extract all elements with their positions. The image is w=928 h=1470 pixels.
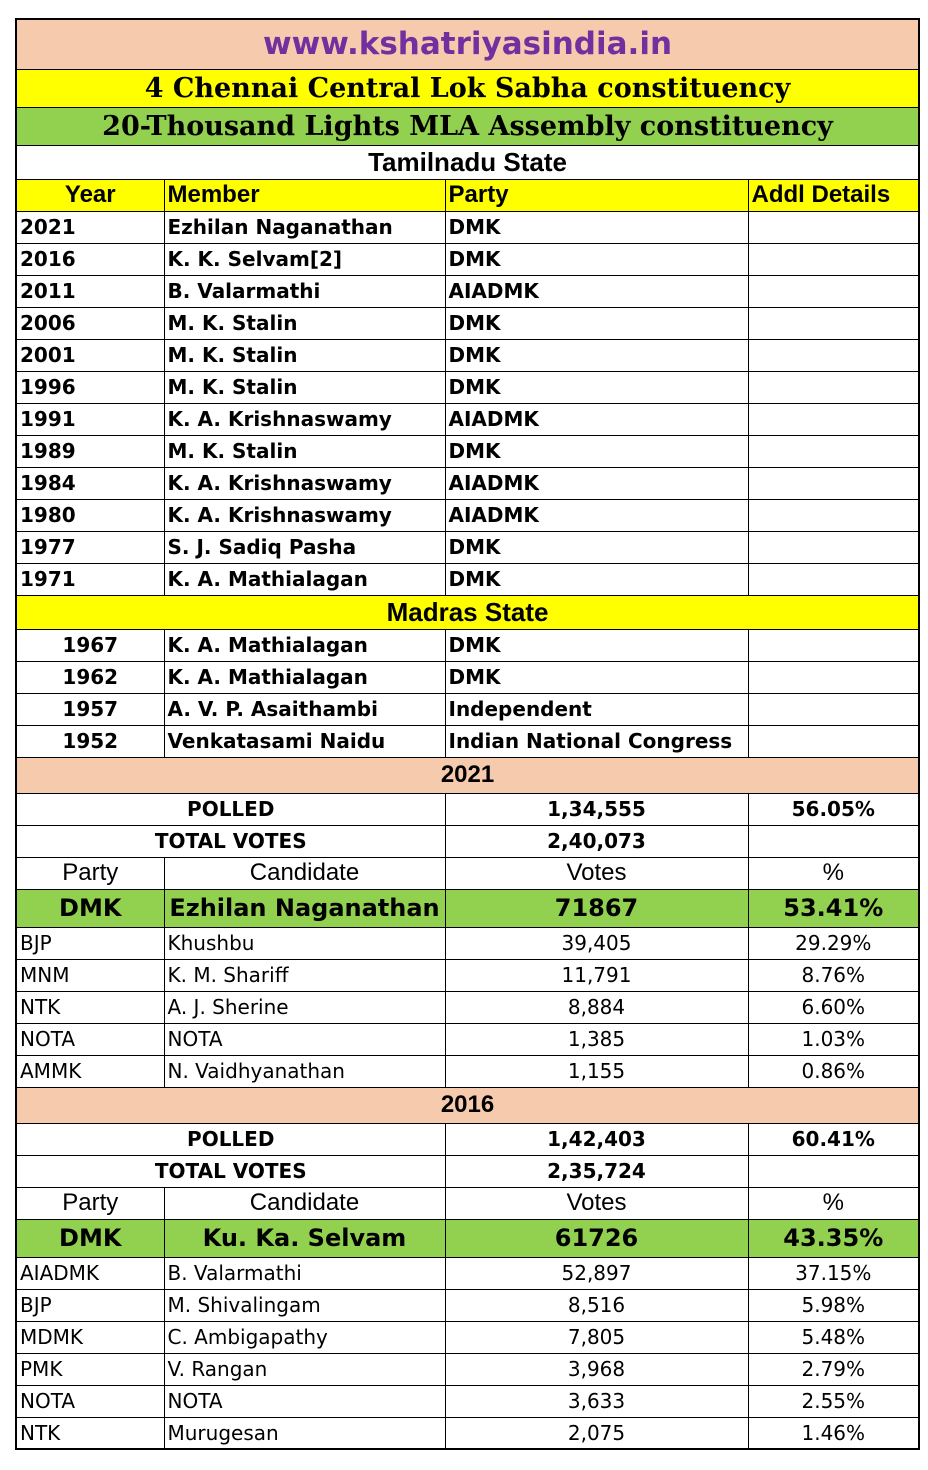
candidate-row (16, 1321, 919, 1353)
candidate-percent: 1.03% (748, 1023, 919, 1055)
member-year: 2021 (16, 211, 164, 243)
results-header-votes: Votes (445, 1187, 748, 1219)
member-party: DMK (445, 371, 748, 403)
site-url[interactable]: www.kshatriyasindia.in (16, 19, 919, 69)
member-addl-details (748, 403, 919, 435)
candidate-row (16, 1385, 919, 1417)
tamilnadu-state-label: Tamilnadu State (16, 145, 919, 179)
results-header-candidate: Candidate (164, 1187, 445, 1219)
polled-label: POLLED (16, 1123, 445, 1155)
candidate-row (16, 1417, 919, 1449)
member-addl-details (748, 725, 919, 757)
candidate-votes: 11,791 (445, 959, 748, 991)
total-votes-empty (748, 1155, 919, 1187)
member-name: K. K. Selvam[2] (164, 243, 445, 275)
candidate-votes: 52,897 (445, 1257, 748, 1289)
candidate-row (16, 1289, 919, 1321)
candidate-percent: 2.79% (748, 1353, 919, 1385)
member-addl-details (748, 467, 919, 499)
candidate-party: MDMK (16, 1321, 164, 1353)
member-name: Ezhilan Naganathan (164, 211, 445, 243)
winner-candidate: Ezhilan Naganathan (164, 889, 445, 927)
candidate-votes: 3,633 (445, 1385, 748, 1417)
candidate-party: BJP (16, 927, 164, 959)
member-addl-details (748, 499, 919, 531)
site-url-row (16, 19, 919, 69)
election-year-row (16, 757, 919, 793)
candidate-name: NOTA (164, 1023, 445, 1055)
member-name: A. V. P. Asaithambi (164, 693, 445, 725)
member-party: AIADMK (445, 467, 748, 499)
winner-candidate: Ku. Ka. Selvam (164, 1219, 445, 1257)
candidate-percent: 6.60% (748, 991, 919, 1023)
member-party: Indian National Congress (445, 725, 748, 757)
election-year-row (16, 1087, 919, 1123)
header-addl-details: Addl Details (748, 179, 919, 211)
member-year: 2001 (16, 339, 164, 371)
member-addl-details (748, 531, 919, 563)
total-votes-value: 2,35,724 (445, 1155, 748, 1187)
member-row (16, 629, 919, 661)
header-year: Year (16, 179, 164, 211)
member-name: K. A. Mathialagan (164, 629, 445, 661)
member-party: Independent (445, 693, 748, 725)
candidate-percent: 0.86% (748, 1055, 919, 1087)
results-header-candidate: Candidate (164, 857, 445, 889)
results-header-party: Party (16, 1187, 164, 1219)
member-name: Venkatasami Naidu (164, 725, 445, 757)
polled-percent: 60.41% (748, 1123, 919, 1155)
constituency-table (15, 18, 920, 1450)
candidate-party: AIADMK (16, 1257, 164, 1289)
candidate-party: BJP (16, 1289, 164, 1321)
member-year: 1971 (16, 563, 164, 595)
winner-party: DMK (16, 889, 164, 927)
candidate-name: Khushbu (164, 927, 445, 959)
member-row (16, 435, 919, 467)
polled-percent: 56.05% (748, 793, 919, 825)
candidate-row (16, 959, 919, 991)
election-year: 2021 (16, 757, 919, 793)
member-name: K. A. Mathialagan (164, 661, 445, 693)
member-addl-details (748, 371, 919, 403)
candidate-percent: 29.29% (748, 927, 919, 959)
total-votes-value: 2,40,073 (445, 825, 748, 857)
member-row (16, 467, 919, 499)
candidate-votes: 39,405 (445, 927, 748, 959)
candidate-percent: 5.98% (748, 1289, 919, 1321)
results-header-votes: Votes (445, 857, 748, 889)
member-addl-details (748, 243, 919, 275)
results-header-percent: % (748, 1187, 919, 1219)
member-row (16, 211, 919, 243)
member-party: AIADMK (445, 499, 748, 531)
results-header-row (16, 1187, 919, 1219)
winner-votes: 71867 (445, 889, 748, 927)
candidate-row (16, 1353, 919, 1385)
election-2021-results (16, 757, 919, 1087)
polled-row (16, 1123, 919, 1155)
candidate-party: NTK (16, 1417, 164, 1449)
member-name: K. A. Mathialagan (164, 563, 445, 595)
madras-state-label: Madras State (16, 595, 919, 629)
member-party: AIADMK (445, 403, 748, 435)
member-year: 1967 (16, 629, 164, 661)
member-row (16, 499, 919, 531)
member-year: 1996 (16, 371, 164, 403)
candidate-votes: 2,075 (445, 1417, 748, 1449)
member-year: 1952 (16, 725, 164, 757)
member-row (16, 661, 919, 693)
candidate-party: MNM (16, 959, 164, 991)
candidate-percent: 8.76% (748, 959, 919, 991)
results-header-party: Party (16, 857, 164, 889)
member-party: DMK (445, 661, 748, 693)
candidate-party: NOTA (16, 1023, 164, 1055)
candidate-name: Murugesan (164, 1417, 445, 1449)
member-row (16, 339, 919, 371)
member-name: M. K. Stalin (164, 371, 445, 403)
member-addl-details (748, 563, 919, 595)
candidate-name: M. Shivalingam (164, 1289, 445, 1321)
polled-votes: 1,42,403 (445, 1123, 748, 1155)
member-year: 1977 (16, 531, 164, 563)
candidate-percent: 5.48% (748, 1321, 919, 1353)
madras-members (16, 629, 919, 757)
polled-label: POLLED (16, 793, 445, 825)
lok-sabha-title-row (16, 69, 919, 107)
total-votes-empty (748, 825, 919, 857)
candidate-votes: 3,968 (445, 1353, 748, 1385)
candidate-row (16, 927, 919, 959)
winner-percent: 53.41% (748, 889, 919, 927)
candidate-name: V. Rangan (164, 1353, 445, 1385)
polled-row (16, 793, 919, 825)
candidate-row (16, 1055, 919, 1087)
member-addl-details (748, 661, 919, 693)
member-name: M. K. Stalin (164, 435, 445, 467)
candidate-name: N. Vaidhyanathan (164, 1055, 445, 1087)
candidate-name: NOTA (164, 1385, 445, 1417)
candidate-votes: 8,884 (445, 991, 748, 1023)
member-row (16, 371, 919, 403)
tamilnadu-members (16, 211, 919, 595)
member-row (16, 725, 919, 757)
member-year: 1957 (16, 693, 164, 725)
results-header-row (16, 857, 919, 889)
candidate-row (16, 1023, 919, 1055)
candidate-votes: 1,385 (445, 1023, 748, 1055)
member-year: 2006 (16, 307, 164, 339)
candidate-votes: 8,516 (445, 1289, 748, 1321)
candidate-name: C. Ambigapathy (164, 1321, 445, 1353)
member-year: 1984 (16, 467, 164, 499)
lok-sabha-title: 4 Chennai Central Lok Sabha constituency (16, 69, 919, 107)
winner-party: DMK (16, 1219, 164, 1257)
candidate-name: A. J. Sherine (164, 991, 445, 1023)
member-name: S. J. Sadiq Pasha (164, 531, 445, 563)
member-party: DMK (445, 435, 748, 467)
member-name: M. K. Stalin (164, 307, 445, 339)
header-party: Party (445, 179, 748, 211)
member-addl-details (748, 629, 919, 661)
candidate-name: B. Valarmathi (164, 1257, 445, 1289)
results-header-percent: % (748, 857, 919, 889)
header-member: Member (164, 179, 445, 211)
member-party: DMK (445, 563, 748, 595)
member-name: K. A. Krishnaswamy (164, 403, 445, 435)
member-name: K. A. Krishnaswamy (164, 467, 445, 499)
member-year: 2011 (16, 275, 164, 307)
member-party: DMK (445, 307, 748, 339)
winner-row (16, 1219, 919, 1257)
member-party: DMK (445, 339, 748, 371)
madras-state-row (16, 595, 919, 629)
election-year: 2016 (16, 1087, 919, 1123)
member-addl-details (748, 693, 919, 725)
member-addl-details (748, 339, 919, 371)
candidate-party: NOTA (16, 1385, 164, 1417)
member-row (16, 307, 919, 339)
member-party: AIADMK (445, 275, 748, 307)
member-year: 2016 (16, 243, 164, 275)
election-2016-results (16, 1087, 919, 1449)
member-name: K. A. Krishnaswamy (164, 499, 445, 531)
winner-row (16, 889, 919, 927)
member-addl-details (748, 211, 919, 243)
total-votes-label: TOTAL VOTES (16, 825, 445, 857)
member-year: 1989 (16, 435, 164, 467)
assembly-title-row (16, 107, 919, 145)
candidate-party: PMK (16, 1353, 164, 1385)
member-row (16, 403, 919, 435)
member-party: DMK (445, 211, 748, 243)
candidate-percent: 1.46% (748, 1417, 919, 1449)
total-votes-label: TOTAL VOTES (16, 1155, 445, 1187)
member-row (16, 563, 919, 595)
candidate-party: AMMK (16, 1055, 164, 1087)
candidate-percent: 2.55% (748, 1385, 919, 1417)
candidate-votes: 1,155 (445, 1055, 748, 1087)
candidate-row (16, 1257, 919, 1289)
polled-votes: 1,34,555 (445, 793, 748, 825)
member-row (16, 531, 919, 563)
candidate-row (16, 991, 919, 1023)
total-votes-row (16, 1155, 919, 1187)
member-year: 1980 (16, 499, 164, 531)
member-addl-details (748, 275, 919, 307)
member-row (16, 275, 919, 307)
member-name: M. K. Stalin (164, 339, 445, 371)
candidate-party: NTK (16, 991, 164, 1023)
assembly-title: 20-Thousand Lights MLA Assembly constituency (16, 107, 919, 145)
tamilnadu-state-row (16, 145, 919, 179)
members-header-row (16, 179, 919, 211)
candidate-percent: 37.15% (748, 1257, 919, 1289)
candidate-votes: 7,805 (445, 1321, 748, 1353)
candidate-name: K. M. Shariff (164, 959, 445, 991)
member-name: B. Valarmathi (164, 275, 445, 307)
member-party: DMK (445, 629, 748, 661)
winner-percent: 43.35% (748, 1219, 919, 1257)
member-addl-details (748, 307, 919, 339)
member-row (16, 693, 919, 725)
member-party: DMK (445, 531, 748, 563)
member-addl-details (748, 435, 919, 467)
total-votes-row (16, 825, 919, 857)
winner-votes: 61726 (445, 1219, 748, 1257)
member-year: 1991 (16, 403, 164, 435)
member-row (16, 243, 919, 275)
member-party: DMK (445, 243, 748, 275)
member-year: 1962 (16, 661, 164, 693)
